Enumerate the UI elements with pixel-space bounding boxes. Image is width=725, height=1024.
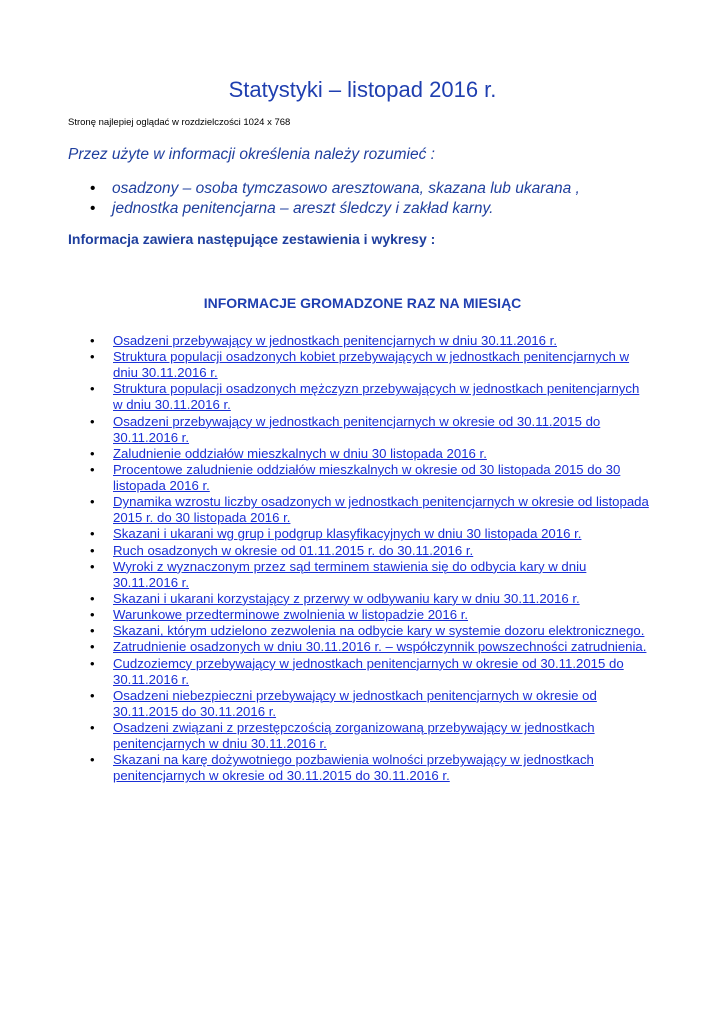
bullet-icon: •: [90, 381, 95, 397]
list-item: [90, 543, 650, 559]
statistics-link[interactable]: Wyroki z wyznaczonym przez sąd terminem stawienia się do odbycia kary w dniu 30.11.2016 r.: [113, 558, 587, 590]
definition-item: [90, 199, 580, 219]
statistics-link[interactable]: Ruch osadzonych w okresie od 01.11.2015 r. do 30.11.2016 r.: [113, 542, 474, 558]
statistics-link[interactable]: Skazani i ukarani korzystający z przerwy w odbywaniu kary w dniu 30.11.2016 r.: [113, 590, 580, 606]
bullet-icon: •: [90, 200, 96, 217]
bullet-icon: •: [90, 607, 95, 623]
list-item: [90, 446, 650, 462]
list-item: [90, 559, 650, 591]
list-item: [90, 462, 650, 494]
bullet-icon: •: [90, 461, 95, 477]
bullet-icon: •: [90, 752, 95, 768]
bullet-icon: •: [90, 413, 95, 429]
bullet-icon: •: [90, 590, 95, 606]
list-item: [90, 639, 650, 655]
list-item: [90, 752, 650, 784]
list-item: [90, 526, 650, 542]
list-item: [90, 494, 650, 526]
bullet-icon: •: [90, 542, 95, 558]
list-item: [90, 349, 650, 381]
statistics-link[interactable]: Skazani i ukarani wg grup i podgrup klasyfikacyjnych w dniu 30 listopada 2016 r.: [113, 526, 582, 542]
statistics-link[interactable]: Zatrudnienie osadzonych w dniu 30.11.2016 r. – współczynnik powszechności zatrudnienia.: [113, 639, 647, 655]
definitions-list: [90, 179, 580, 219]
list-item: [90, 607, 650, 623]
page-title: Statystyki – listopad 2016 r.: [228, 77, 497, 102]
list-item: [90, 656, 650, 688]
statistics-link[interactable]: Skazani na karę dożywotniego pozbawienia wolności przebywający w jednostkach penitencjarnych w okresie od 30.11.2015 do 30.11.2016 r.: [113, 752, 594, 784]
info-heading: Informacja zawiera następujące zestawienia i wykresy :: [68, 231, 436, 247]
bullet-icon: •: [90, 349, 95, 365]
list-item: [90, 414, 650, 446]
statistics-link[interactable]: Zaludnienie oddziałów mieszkalnych w dniu 30 listopada 2016 r.: [113, 445, 487, 461]
definition-text: osadzony – osoba tymczasowo aresztowana, skazana lub ukarana ,: [112, 180, 580, 197]
bullet-icon: •: [90, 333, 95, 348]
statistics-link[interactable]: Osadzeni związani z przestępczością zorganizowaną przebywający w jednostkach penitencjarnych w dniu 30.11.2016 r.: [113, 720, 595, 751]
statistics-link[interactable]: Warunkowe przedterminowe zwolnienia w listopadzie 2016 r.: [113, 607, 469, 623]
list-item: [90, 623, 650, 639]
list-item: [90, 333, 650, 349]
bullet-icon: •: [90, 655, 95, 671]
statistics-link[interactable]: Struktura populacji osadzonych mężczyzn przebywających w jednostkach penitencjarnych w dniu 30.11.2016 r.: [113, 381, 640, 413]
list-item: [90, 720, 650, 752]
statistics-link[interactable]: Procentowe zaludnienie oddziałów mieszkalnych w okresie od 30 listopada 2015 do 30 listopada 2016 r.: [113, 461, 621, 493]
bullet-icon: •: [90, 639, 95, 655]
list-item: [90, 381, 650, 413]
statistics-link[interactable]: Dynamika wzrostu liczby osadzonych w jednostkach penitencjarnych w okresie od listopada 2015 r. do 30 listopada 2016 r.: [113, 494, 649, 526]
section-heading: INFORMACJE GROMADZONE RAZ NA MIESIĄC: [203, 295, 522, 311]
bullet-icon: •: [90, 687, 95, 703]
statistics-link[interactable]: Struktura populacji osadzonych kobiet przebywających w jednostkach penitencjarnych w dniu 30.11.2016 r.: [113, 349, 630, 381]
statistics-link[interactable]: Cudzoziemcy przebywający w jednostkach penitencjarnych w okresie od 30.11.2015 do 30.11.2016 r.: [113, 655, 624, 687]
definition-text: jednostka penitencjarna – areszt śledczy i zakład karny.: [112, 200, 494, 217]
bullet-icon: •: [90, 526, 95, 542]
bullet-icon: •: [90, 180, 96, 197]
statistics-link[interactable]: Osadzeni niebezpieczni przebywający w jednostkach penitencjarnych w okresie od 30.11.2015 do 30.11.2016 r.: [113, 687, 597, 719]
list-item: [90, 688, 650, 720]
statistics-link[interactable]: Osadzeni przebywający w jednostkach penitencjarnych w dniu 30.11.2016 r.: [113, 333, 557, 348]
bullet-icon: •: [90, 720, 95, 735]
statistics-link[interactable]: Skazani, którym udzielono zezwolenia na odbycie kary w systemie dozoru elektronicznego.: [113, 623, 645, 639]
list-item: [90, 591, 650, 607]
bullet-icon: •: [90, 494, 95, 510]
bullet-icon: •: [90, 558, 95, 574]
statistics-links-list: [90, 333, 650, 784]
resolution-note: Stronę najlepiej oglądać w rozdzielczości 1024 x 768: [68, 117, 291, 128]
bullet-icon: •: [90, 623, 95, 639]
definition-item: [90, 179, 580, 199]
intro-text: Przez użyte w informacji określenia należy rozumieć :: [68, 146, 435, 163]
statistics-link[interactable]: Osadzeni przebywający w jednostkach penitencjarnych w okresie od 30.11.2015 do 30.11.2016 r.: [113, 413, 601, 445]
bullet-icon: •: [90, 445, 95, 461]
